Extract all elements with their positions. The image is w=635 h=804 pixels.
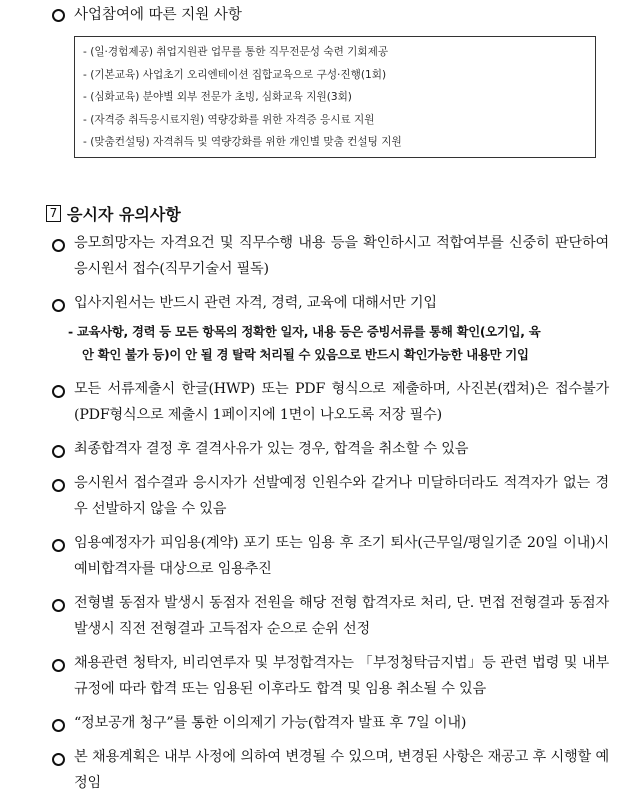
sub-note-line: 안 확인 불가 등)이 안 될 경 탈락 처리될 수 있음으로 반드시 확인가능한 내용만 기입: [82, 347, 529, 362]
box-line: - (심화교육) 분야별 외부 전문가 초빙, 심화교육 지원(3회): [83, 91, 352, 103]
item-text: 입사지원서는 반드시 관련 자격, 경력, 교육에 대해서만 기입: [74, 295, 437, 311]
circle-bullet-icon: [52, 719, 65, 732]
list-item: [52, 376, 609, 428]
list-item: [52, 4, 615, 26]
circle-bullet-icon: [52, 479, 65, 492]
circle-bullet-icon: [52, 239, 65, 252]
section-heading: [46, 202, 181, 225]
item-text: 임용예정자가 피임용(계약) 포기 또는 임용 후 조기 퇴사(근무일/평일기준 20일 이내)시 예비합격자를 대상으로 임용추진: [74, 535, 609, 577]
support-section: [52, 4, 615, 26]
box-line: - (일·경험제공) 취업지원관 업무를 통한 직무전문성 숙련 기회제공: [83, 46, 389, 58]
section-number: 7: [46, 205, 61, 222]
item-text: 응모희망자는 자격요건 및 직무수행 내용 등을 확인하시고 적합여부를 신중히 판단하여 응시원서 접수(직무기술서 필독): [74, 235, 609, 277]
box-line: - (기본교육) 사업초기 오리엔테이션 집합교육으로 구성·진행(1회): [83, 68, 387, 81]
item-text: 전형별 동점자 발생시 동점자 전원을 해당 전형 합격자로 처리, 단. 면접 전형결과 동점자 발생시 직전 전형결과 고득점자 순으로 순위 선정: [74, 595, 609, 637]
list-item: [52, 590, 609, 642]
item-text: 모든 서류제출시 한글(HWP) 또는 PDF 형식으로 제출하며, 사진본(캡쳐)은 접수불가(PDF형식으로 제출시 1페이지에 1면이 나오도록 저장 필수): [74, 381, 609, 423]
circle-bullet-icon: [52, 539, 65, 552]
circle-bullet-icon: [52, 753, 65, 766]
list-item: [52, 650, 609, 702]
circle-bullet-icon: [52, 9, 65, 22]
circle-bullet-icon: [52, 599, 65, 612]
item-text: “정보공개 청구”를 통한 이의제기 가능(합격자 발표 후 7일 이내): [74, 715, 467, 731]
list-item: [52, 744, 609, 796]
list-item: [52, 230, 609, 282]
notice-list: [52, 230, 609, 804]
section-title: 응시자 유의사항: [67, 205, 181, 224]
list-item: [52, 436, 609, 462]
item-text: 채용관련 청탁자, 비리연루자 및 부정합격자는 「부정청탁금지법」등 관련 법령 및 내부규정에 따라 합격 또는 임용된 이후라도 합격 및 임용 취소될 수 있음: [74, 655, 609, 697]
item-text: 최종합격자 결정 후 결격사유가 있는 경우, 합격을 취소할 수 있음: [74, 441, 469, 457]
list-item: [52, 470, 609, 522]
list-item: [52, 530, 609, 582]
list-item: [52, 290, 609, 316]
sub-note-line: - 교육사항, 경력 등 모든 항목의 정확한 일자, 내용 등은 증빙서류를 통해 확인(오기입, 육: [68, 324, 541, 339]
circle-bullet-icon: [52, 445, 65, 458]
item-text: 응시원서 접수결과 응시자가 선발예정 인원수와 같거나 미달하더라도 적격자가 없는 경우 선발하지 않을 수 있음: [74, 475, 609, 517]
box-line: - (맞춤컨설팅) 자격취득 및 역량강화를 위한 개인별 맞춤 컨설팅 지원: [83, 136, 402, 148]
support-detail-box: [74, 36, 596, 158]
box-line: - (자격증 취득응시료지원) 역량강화를 위한 자격증 응시료 지원: [83, 113, 375, 126]
circle-bullet-icon: [52, 299, 65, 312]
support-heading: 사업참여에 따른 지원 사항: [74, 7, 242, 23]
circle-bullet-icon: [52, 659, 65, 672]
item-text: 본 채용계획은 내부 사정에 의하여 변경될 수 있으며, 변경된 사항은 재공고 후 시행할 예정임: [74, 749, 609, 791]
sub-note: [68, 320, 609, 366]
circle-bullet-icon: [52, 385, 65, 398]
list-item: [52, 710, 609, 736]
